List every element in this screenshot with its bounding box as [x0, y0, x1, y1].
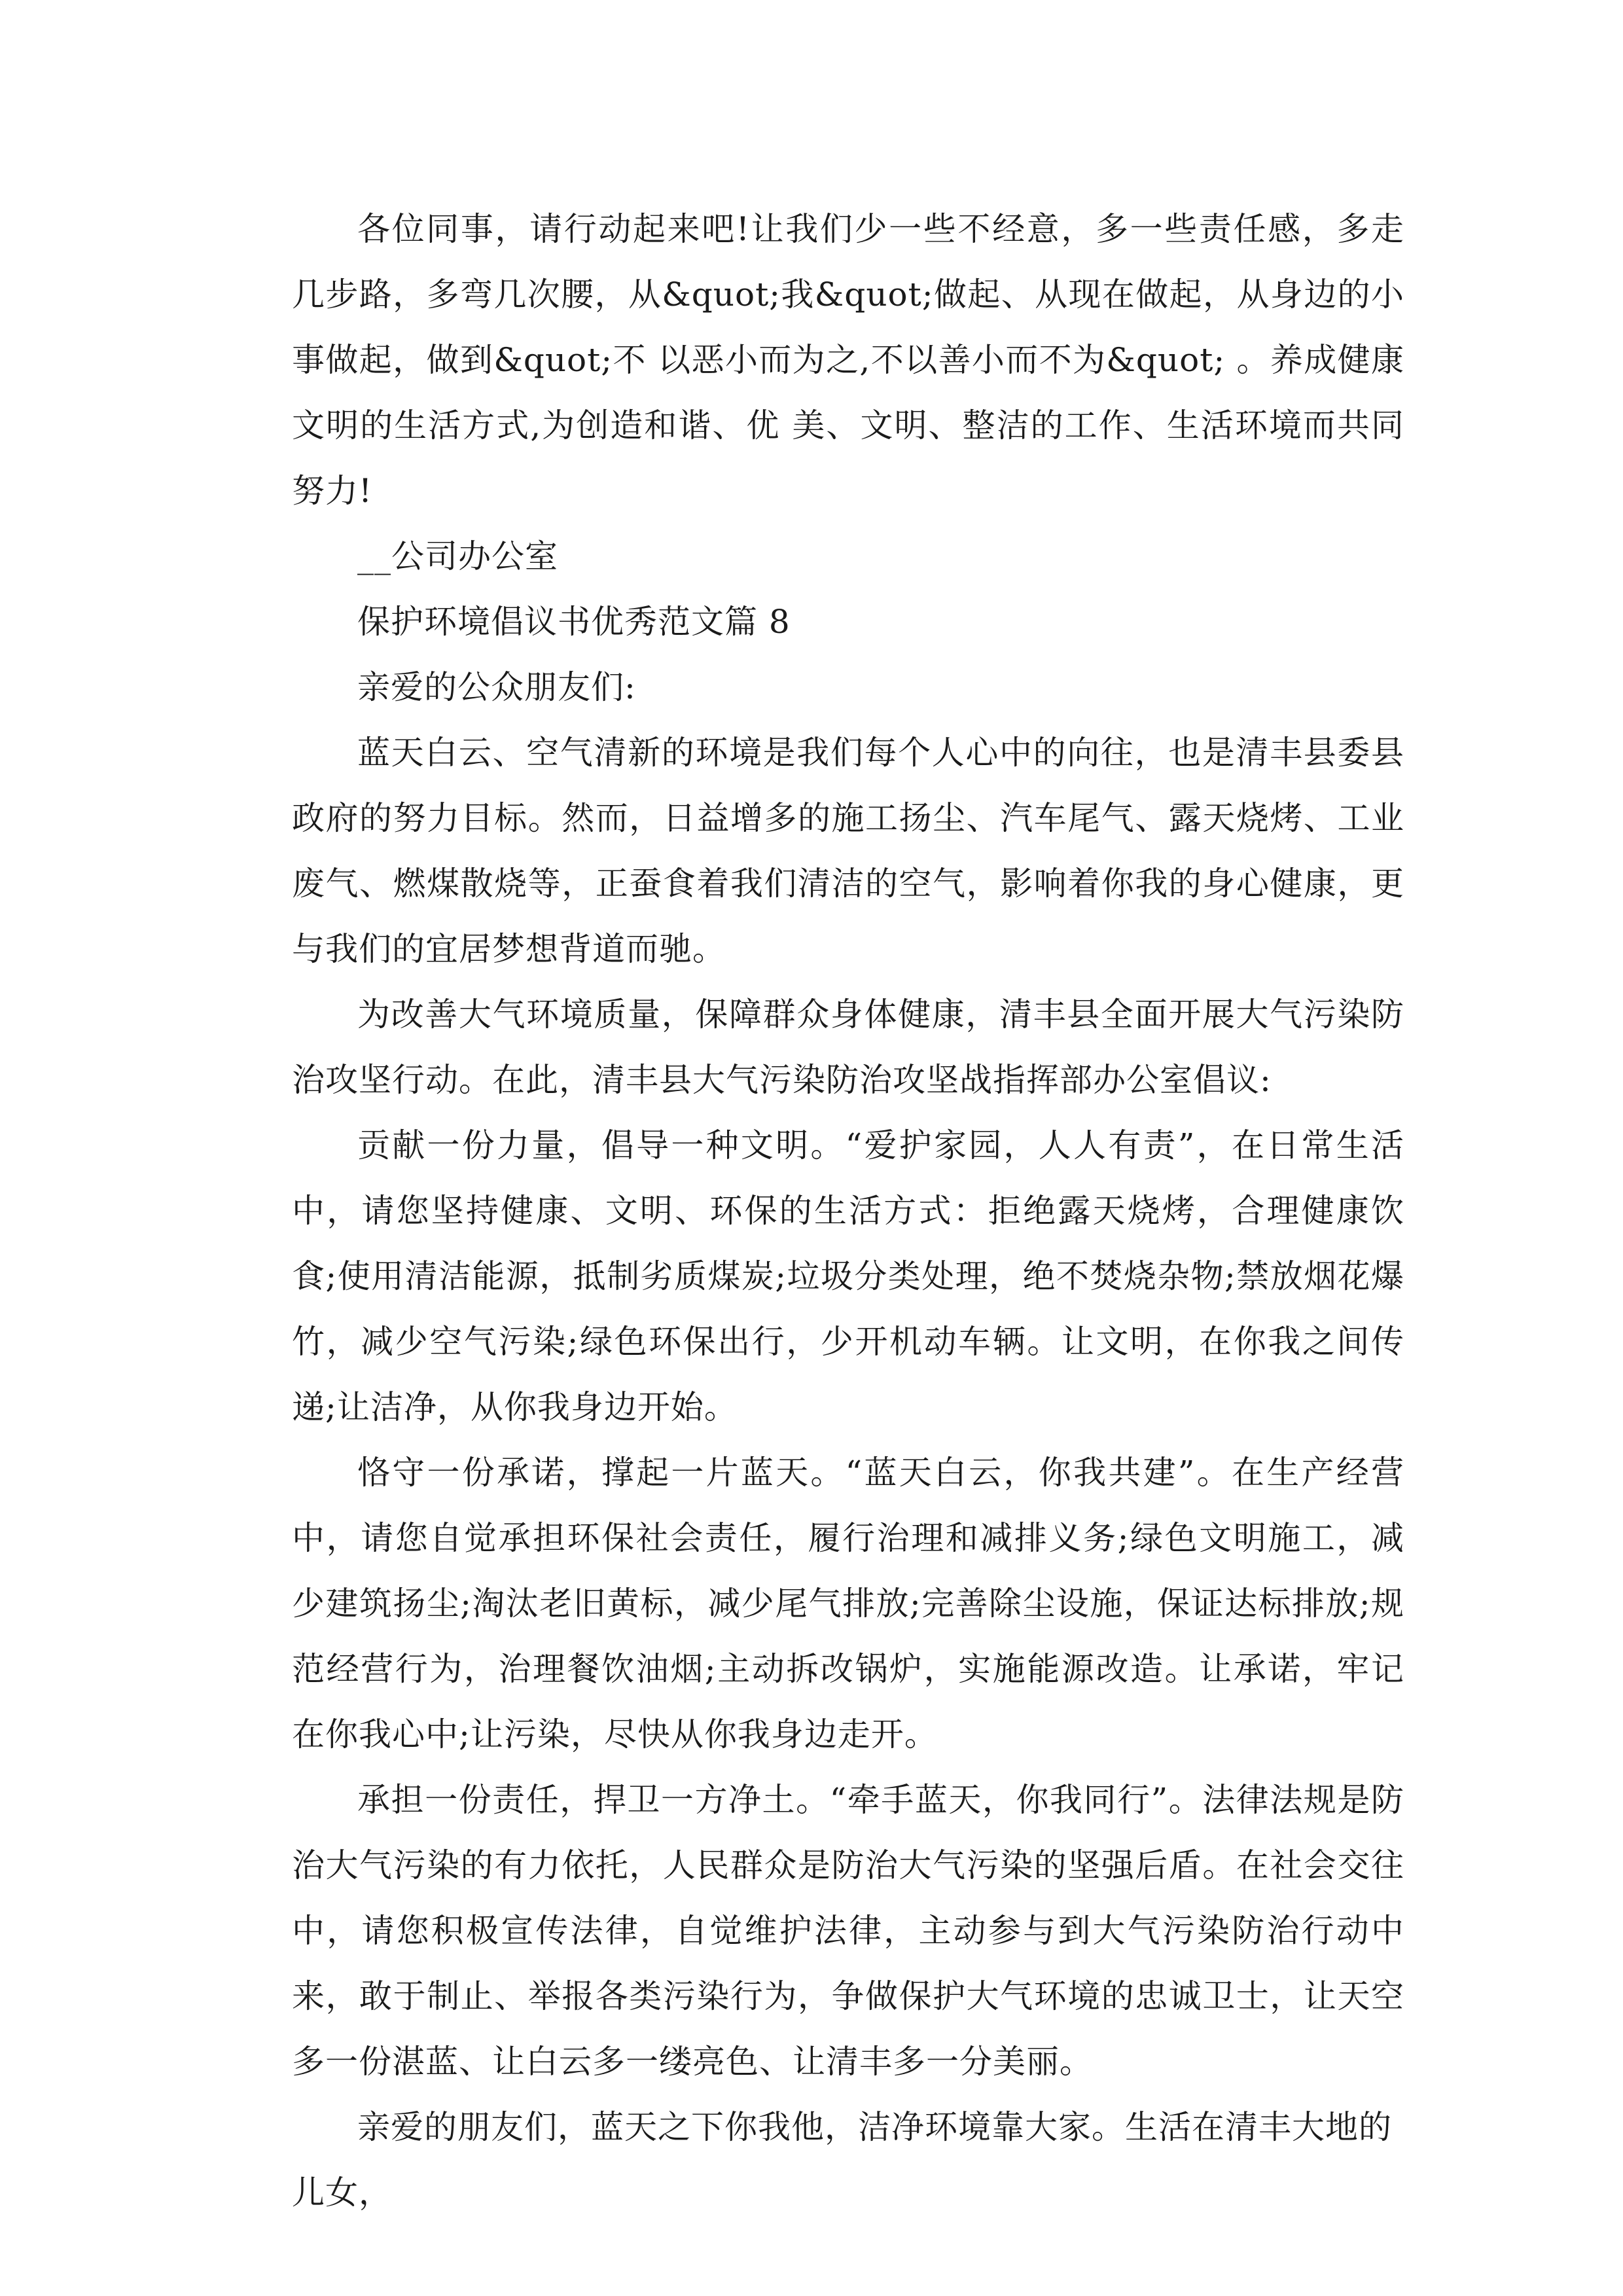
paragraph-friends: 亲爱的朋友们，蓝天之下你我他，洁净环境靠大家。生活在清丰大地的儿女， [292, 2108, 1392, 2212]
paragraph-closing-appeal: 各位同事，请行动起来吧!让我们少一些不经意，多一些责任感，多走几步路，多弯几次腰，从&quot;我&quot;做起、从现在做起，从身边的小事做起，做到&quot;不 以恶小而为之,不以善小而不为&quot; 。养成健康文明的生活方式,为创造和谐、优 美、文明、整洁的工作、生活环境而共同努力! [292, 210, 1404, 510]
paragraph-commit: 恪守一份承诺，撑起一片蓝天。“蓝天白云，你我共建”。在生产经营中，请您自觉承担环保社会责任，履行治理和减排义务;绿色文明施工，减少建筑扬尘;淘汰老旧黄标，减少尾气排放;完善除尘设施，保证达标排放;规范经营行为，治理餐饮油烟;主动拆改锅炉，实施能源改造。让承诺，牢记在你我心中;让污染，尽快从你我身边走开。 [292, 1454, 1404, 1753]
paragraph-salutation: 亲爱的公众朋友们: [357, 668, 636, 706]
paragraph-section-title: 保护环境倡议书优秀范文篇 8 [357, 603, 791, 641]
paragraph-contribute: 贡献一份力量，倡导一种文明。“爱护家园，人人有责”，在日常生活中，请您坚持健康、文明、环保的生活方式：拒绝露天烧烤，合理健康饮食;使用清洁能源，抵制劣质煤炭;垃圾分类处理，绝不焚烧杂物;禁放烟花爆竹，减少空气污染;绿色环保出行，少开机动车辆。让文明，在你我之间传递;让洁净，从你我身边开始。 [292, 1126, 1404, 1426]
paragraph-responsibility: 承担一份责任，捍卫一方净土。“牵手蓝天，你我同行”。法律法规是防治大气污染的有力依托，人民群众是防治大气污染的坚强后盾。在社会交往中，请您积极宣传法律，自觉维护法律，主动参与到大气污染防治行动中来，敢于制止、举报各类污染行为，争做保护大气环境的忠诚卫士，让天空多一份湛蓝、让白云多一缕亮色、让清丰多一分美丽。 [292, 1781, 1404, 2081]
paragraph-initiative: 为改善大气环境质量，保障群众身体健康，清丰县全面开展大气污染防治攻坚行动。在此，清丰县大气污染防治攻坚战指挥部办公室倡议: [292, 996, 1404, 1099]
paragraph-signature: __公司办公室 [357, 537, 558, 575]
paragraph-intro: 蓝天白云、空气清新的环境是我们每个人心中的向往，也是清丰县委县政府的努力目标。然而，日益增多的施工扬尘、汽车尾气、露天烧烤、工业废气、燃煤散烧等，正蚕食着我们清洁的空气，影响着你我的身心健康，更与我们的宜居梦想背道而驰。 [292, 734, 1404, 968]
document-body [292, 196, 1404, 2225]
